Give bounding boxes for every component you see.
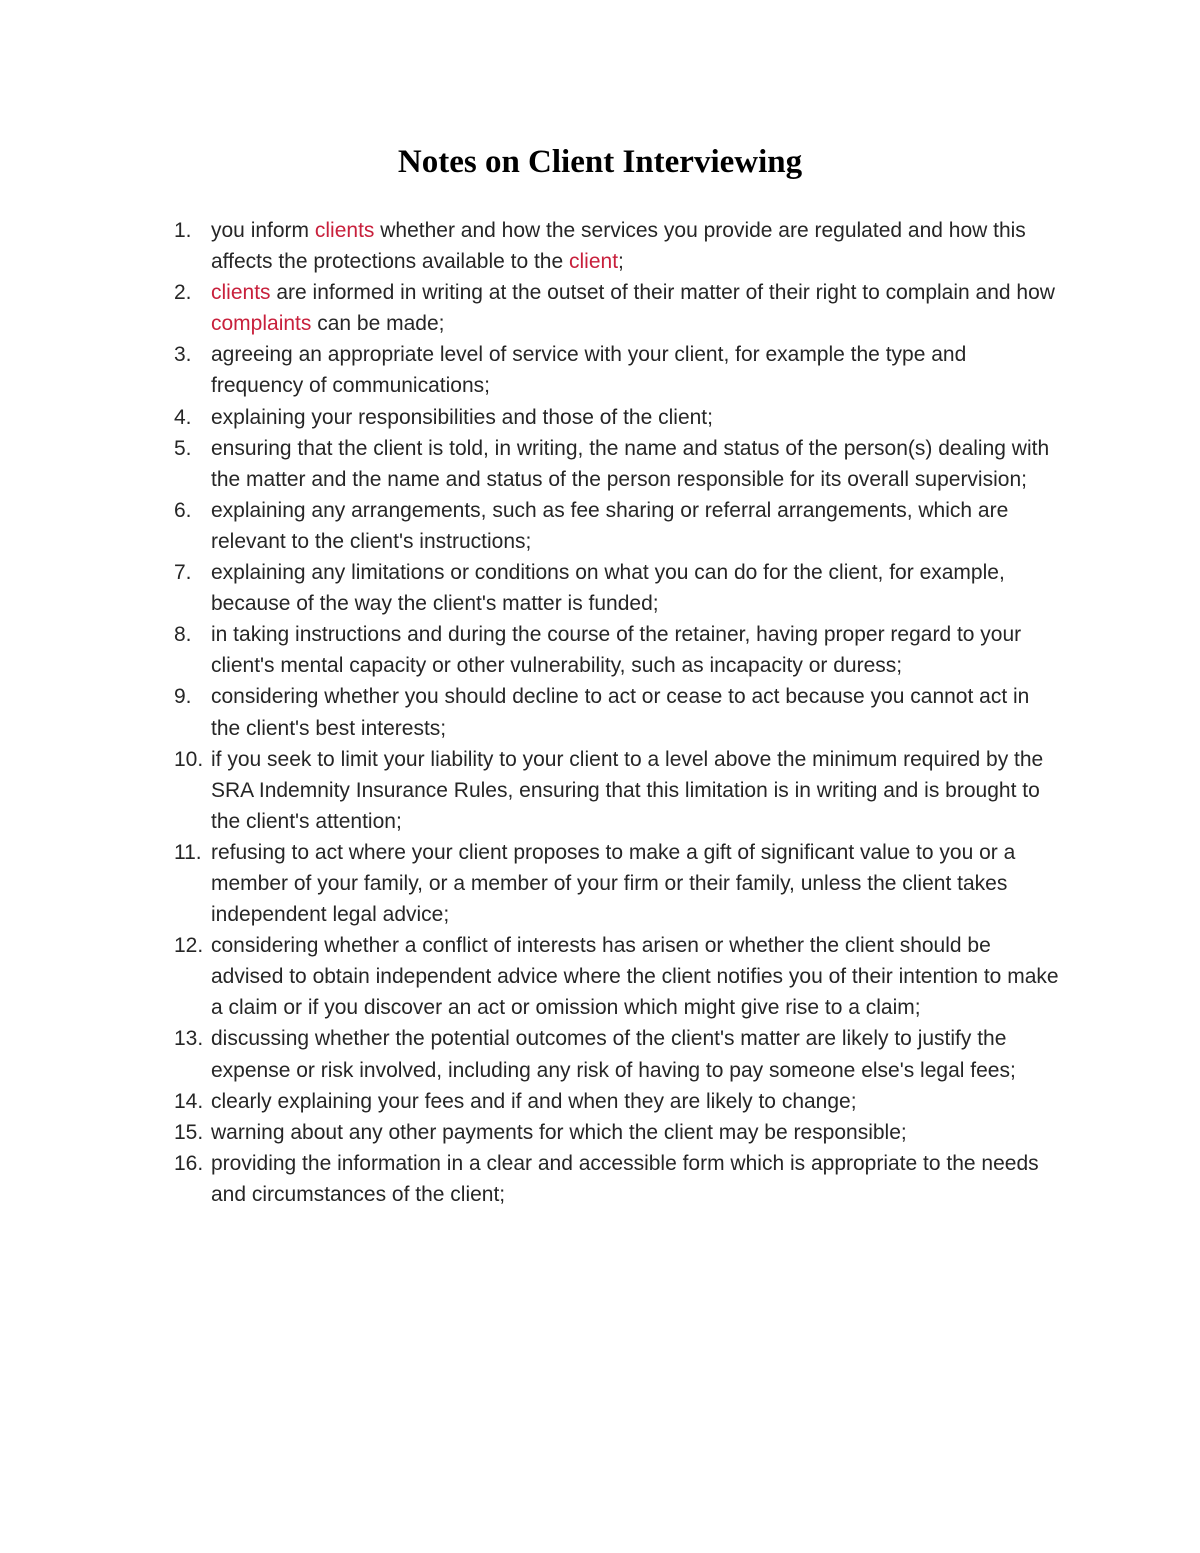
list-item [174, 277, 1064, 339]
list-item [174, 1148, 1064, 1210]
list-item-text [211, 277, 1064, 339]
list-item [174, 402, 1064, 433]
list-item-text [211, 215, 1064, 277]
highlighted-term: clients [314, 219, 375, 242]
list-item-number: 10. [174, 747, 204, 771]
notes-list [174, 215, 1064, 1210]
list-item [174, 837, 1064, 930]
list-item-text [211, 495, 1064, 557]
text-segment: explaining your responsibilities and those of the client; [211, 405, 713, 429]
list-item-text [211, 681, 1064, 743]
list-item [174, 433, 1064, 495]
text-segment: clearly explaining your fees and if and when they are likely to change; [211, 1089, 857, 1113]
text-segment: if you seek to limit your liability to your client to a level above the minimum required by the SRA Indemnity Insurance Rules, ensuring that this limitation is in writing and is brought to the client's attention; [211, 747, 1044, 833]
list-item-number: 6. [174, 498, 192, 522]
list-item [174, 930, 1064, 1023]
list-item-number: 16. [174, 1151, 204, 1175]
list-item-number: 13. [174, 1027, 204, 1051]
text-segment: can be made; [311, 312, 445, 336]
list-item [174, 1086, 1064, 1117]
list-item-number: 8. [174, 623, 192, 647]
list-item-number: 14. [174, 1089, 204, 1113]
text-segment: explaining any arrangements, such as fee sharing or referral arrangements, which are relevant to the client's instructions; [211, 498, 1009, 553]
list-item-text [211, 1086, 1064, 1117]
list-item-text [211, 339, 1064, 401]
list-item-number: 5. [174, 436, 192, 460]
text-segment: are informed in writing at the outset of their matter of their right to complain and how [276, 281, 1055, 305]
text-segment: ensuring that the client is told, in writing, the name and status of the person(s) dealing with the matter and the name and status of the person responsible for its overall supervision; [211, 436, 1050, 491]
list-item-text [211, 1117, 1064, 1148]
list-item [174, 1023, 1064, 1085]
list-item-text [211, 619, 1064, 681]
highlighted-term: clients [211, 281, 277, 305]
text-segment: in taking instructions and during the course of the retainer, having proper regard to your client's mental capacity or other vulnerability, such as incapacity or duress; [211, 623, 1022, 678]
list-item-text [211, 433, 1064, 495]
text-segment: discussing whether the potential outcomes of the client's matter are likely to justify the expense or risk involved, including any risk of having to pay someone else's legal fees; [211, 1027, 1016, 1082]
highlighted-term: complaints [211, 312, 312, 336]
page-title: Notes on Client Interviewing [397, 144, 803, 180]
text-segment: considering whether a conflict of interests has arisen or whether the client should be advised to obtain independent advice where the client notifies you of their intention to make a claim or if you discover an act or omission which might give rise to a claim; [211, 934, 1059, 1020]
list-item-text [211, 744, 1064, 837]
list-item [174, 557, 1064, 619]
list-item-number: 11. [174, 840, 202, 864]
list-item [174, 495, 1064, 557]
list-item-number: 12. [174, 934, 204, 958]
list-item-number: 3. [174, 343, 192, 367]
list-item [174, 215, 1064, 277]
list-item-number: 1. [174, 219, 192, 242]
text-segment: refusing to act where your client proposes to make a gift of significant value to you or a member of your family, or a member of your firm or their family, unless the client takes independent legal advice; [211, 840, 1016, 927]
list-item-number: 9. [174, 685, 192, 709]
list-item-number: 7. [174, 561, 192, 585]
list-item [174, 619, 1064, 681]
text-segment: considering whether you should decline to act or cease to act because you cannot act in the client's best interests; [211, 685, 1030, 740]
list-item-text [211, 557, 1064, 619]
list-item-text [211, 1148, 1064, 1210]
text-segment: warning about any other payments for which the client may be responsible; [211, 1120, 907, 1144]
highlighted-term: client [569, 250, 619, 274]
list-item [174, 744, 1064, 837]
text-segment: you inform [211, 219, 315, 242]
list-item [174, 339, 1064, 401]
list-item-text [211, 402, 1064, 433]
list-item-number: 15. [174, 1120, 204, 1144]
text-segment: explaining any limitations or conditions on what you can do for the client, for example, because of the way the client's matter is funded; [211, 561, 1005, 616]
text-segment: whether and how the services you provide are regulated and how this affects the protections available to the [211, 219, 1026, 274]
list-item-number: 2. [174, 281, 192, 305]
text-segment: ; [618, 250, 624, 274]
list-item [174, 681, 1064, 743]
text-segment: providing the information in a clear and accessible form which is appropriate to the needs and circumstances of the client; [211, 1151, 1039, 1206]
list-item-text [211, 930, 1064, 1023]
list-item-text [211, 837, 1064, 930]
list-item-text [211, 1023, 1064, 1085]
list-item-number: 4. [174, 405, 192, 429]
text-segment: agreeing an appropriate level of service with your client, for example the type and frequency of communications; [211, 343, 967, 398]
list-item [174, 1117, 1064, 1148]
